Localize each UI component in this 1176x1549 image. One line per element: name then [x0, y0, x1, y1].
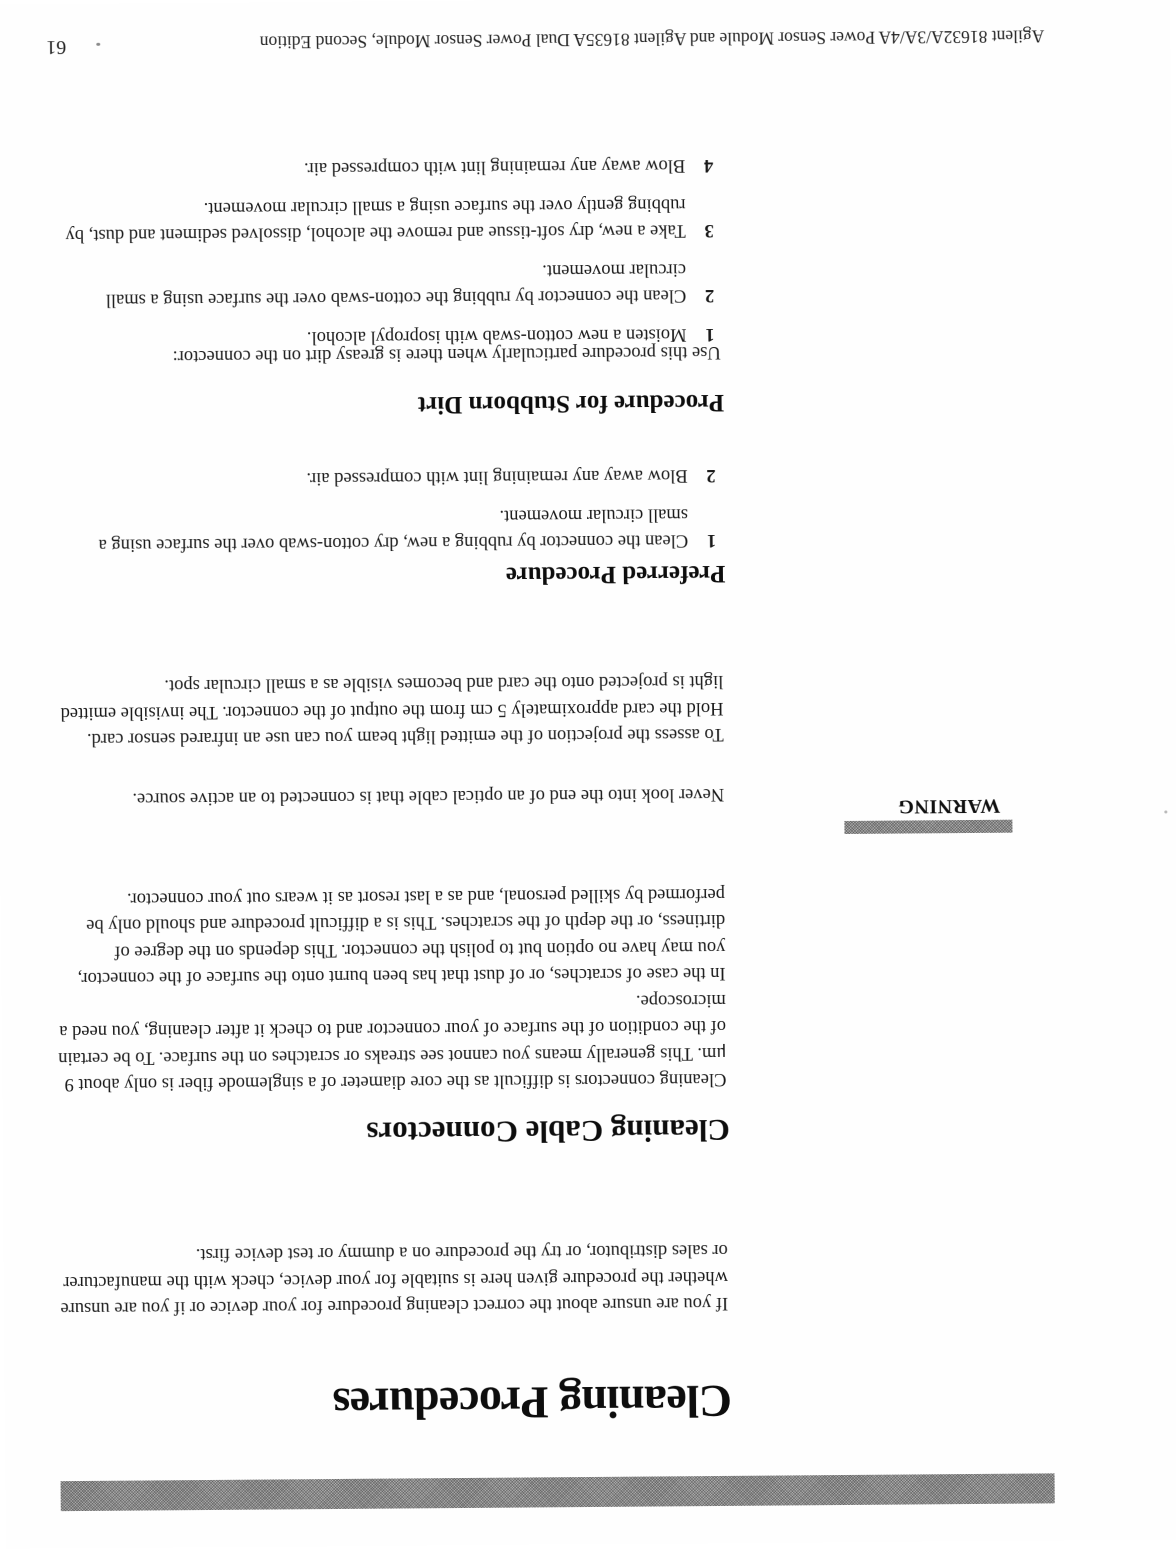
footer-page-number: 61 [46, 36, 67, 59]
list-item [58, 321, 720, 352]
paragraph-infrared-sensor-card: To assess the projection of the emitted light beam you can use an infrared sensor card. Hold the card approximately 5 cm from the output of the connector. The invisible emitted light is projected onto the card and becomes visible as a small circular spot. [60, 671, 724, 750]
step-number: 1 [706, 529, 717, 551]
step-text: Take a new, dry soft-tissue and remove the alcohol, dissolved sediment and dust, by rubbing gently over the surface using a small circular movement. [65, 194, 686, 246]
step-text: Clean the connector by rubbing the cotton-swab over the surface using a small circular movement. [105, 259, 687, 310]
list-item [57, 191, 719, 248]
paragraph-scratches-polish: In the case of scratches, or of dust that has been burnt onto the surface of the connector, you may have no option but to polish the connector. This depends on the degree of dirtiness, or the depth of the scratches. This is a difficult procedure and should only be performed by skilled personal, and as a last resort as it wears out your connector. [77, 883, 726, 989]
chapter-divider-bar [61, 1473, 1055, 1511]
step-text: Blow away any remaining lint with compressed air. [306, 465, 688, 489]
step-text: Moisten a new cotton-swab with isopropyl alcohol. [306, 324, 687, 348]
paragraph-singlemode-fiber: Cleaning connectors is difficult as the core diameter of a singlemode fiber is only about 9 μm. This generally means you cannot see streaks or scratches on the surface. To be certain of the condition of the surface of your connector and to check it after cleaning, you need a microscope. [58, 989, 727, 1095]
intro-paragraph: If you are unsure about the correct cleaning procedure for your device or if you are unsure whether the procedure given here is suitable for your device, check with the manufacturer or sales distributor, or try the procedure on a dummy or test device first. [60, 1240, 729, 1319]
section-heading-cleaning-cable-connectors: Cleaning Cable Connectors [366, 1113, 730, 1152]
stubborn-dirt-steps [57, 139, 721, 352]
preferred-procedure-steps [59, 449, 722, 558]
scan-speck [96, 43, 100, 46]
step-text: Clean the connector by rubbing a new, dry cotton-swab over the surface using a small circular movement. [98, 504, 689, 555]
warning-text: Never look into the end of an optical cable that is connected to an active source. [132, 784, 725, 810]
section-heading-preferred-procedure: Preferred Procedure [505, 559, 726, 589]
step-number: 2 [704, 284, 715, 306]
list-item [58, 256, 720, 313]
step-text: Blow away any remaining lint with compressed air. [303, 155, 686, 179]
page-title: Cleaning Procedures [332, 1376, 733, 1431]
stubborn-dirt-intro: Use this procedure particularly when there is greasy dirt on the connector: [172, 342, 721, 367]
warning-divider-bar [844, 820, 1012, 834]
footer-document-title: Agilent 81632A/3A/4A Power Sensor Module and Agilent 81635A Dual Power Sensor Module, Second Edition [259, 26, 1045, 53]
step-number: 2 [706, 464, 716, 486]
section-heading-stubborn-dirt: Procedure for Stubborn Dirt [417, 388, 725, 419]
list-item [60, 501, 722, 558]
list-item [60, 462, 722, 493]
step-number: 3 [704, 219, 714, 241]
scan-speck [1164, 810, 1167, 813]
warning-label: WARNING [897, 794, 1001, 818]
step-number: 4 [703, 154, 714, 176]
list-item [57, 152, 719, 183]
step-number: 1 [705, 323, 715, 345]
